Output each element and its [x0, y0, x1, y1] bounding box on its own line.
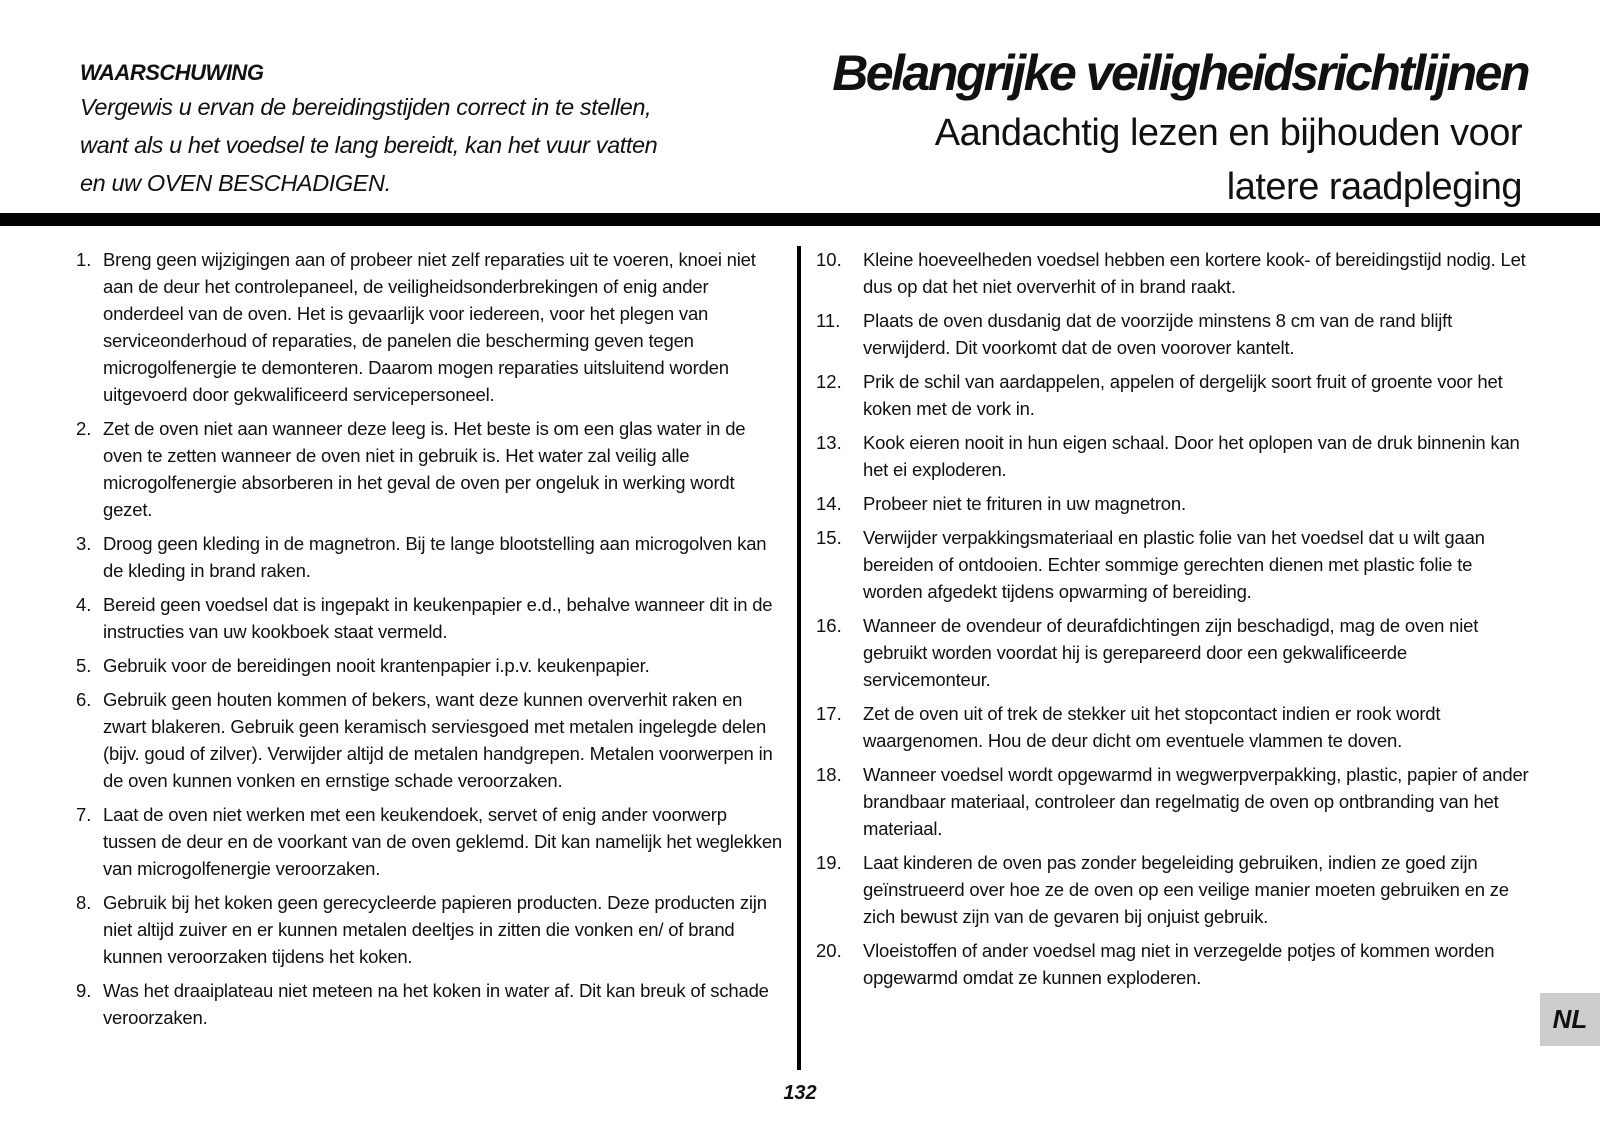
safety-list-right — [816, 246, 1532, 998]
subtitle-line-1: Aandachtig lezen en bijhouden voor — [934, 112, 1522, 154]
page-title: Belangrijke veiligheidsrichtlijnen — [832, 45, 1528, 101]
list-item-number: 19. — [816, 852, 842, 873]
warning-block — [80, 58, 660, 202]
list-item-text: Vloeistoffen of ander voedsel mag niet in verzegelde potjes of kommen worden opgewarmd omdat ze kunnen exploderen. — [863, 940, 1495, 988]
list-item-text: Plaats de oven dusdanig dat de voorzijde minstens 8 cm van de rand blijft verwijderd. Dit voorkomt dat de oven voorover kantelt. — [863, 310, 1453, 358]
list-item — [76, 977, 782, 1031]
list-item — [816, 490, 1532, 517]
list-item-number: 4. — [76, 594, 92, 615]
list-item-number: 8. — [76, 892, 92, 913]
list-item-number: 9. — [76, 980, 92, 1001]
column-divider — [797, 246, 801, 1070]
list-item-text: Droog geen kleding in de magnetron. Bij te lange blootstelling aan microgolven kan de kleding in brand raken. — [103, 533, 767, 581]
list-item-text: Probeer niet te frituren in uw magnetron. — [863, 493, 1186, 514]
title-block — [628, 40, 1528, 214]
list-item-number: 17. — [816, 703, 842, 724]
list-item — [76, 889, 782, 970]
list-item — [816, 612, 1532, 693]
list-item — [816, 246, 1532, 300]
header-divider-rule — [0, 213, 1600, 226]
list-item-number: 3. — [76, 533, 92, 554]
list-item — [816, 307, 1532, 361]
list-item-text: Kook eieren nooit in hun eigen schaal. Door het oplopen van de druk binnenin kan het ei exploderen. — [863, 432, 1520, 480]
list-item-text: Zet de oven niet aan wanneer deze leeg is. Het beste is om een glas water in de oven te zetten wanneer de oven niet in gebruik is. Het water zal veilig alle microgolfenergie absorberen in het geval de oven per ongeluk in werking wordt gezet. — [103, 418, 746, 520]
warning-title: WAARSCHUWING — [80, 60, 264, 85]
language-tab — [1540, 993, 1600, 1046]
list-item — [76, 246, 782, 408]
list-item — [76, 591, 782, 645]
list-item-text: Zet de oven uit of trek de stekker uit het stopcontact indien er rook wordt waargenomen. Hou de deur dicht om eventuele vlammen te doven. — [863, 703, 1441, 751]
page-number: 132 — [783, 1082, 817, 1104]
language-tab-label: NL — [1552, 1004, 1588, 1034]
list-item — [816, 368, 1532, 422]
list-item-text: Laat de oven niet werken met een keukendoek, servet of enig ander voorwerp tussen de deur en de voorkant van de oven geklemd. Dit kan namelijk het weglekken van microgolfenergie veroorzaken. — [103, 804, 782, 879]
list-item-number: 15. — [816, 527, 842, 548]
list-item-text: Was het draaiplateau niet meteen na het koken in water af. Dit kan breuk of schade veroorzaken. — [103, 980, 769, 1028]
list-item — [816, 524, 1532, 605]
list-item-text: Breng geen wijzigingen aan of probeer niet zelf reparaties uit te voeren, knoei niet aan de deur het controlepaneel, de veiligheidsonderbrekingen of enig ander onderdeel van de oven. Het is gevaarlijk voor iedereen, voor het plegen van serviceonderhoud of reparaties, de panelen die bescherming geven tegen microgolfenergie te demonteren. Daarom mogen reparaties uitsluitend worden uitgevoerd door gekwalificeerd servicepersoneel. — [103, 249, 756, 405]
list-item-text: Wanneer voedsel wordt opgewarmd in wegwerpverpakking, plastic, papier of ander brandbaar materiaal, controleer dan regelmatig de oven op ontbranding van het materiaal. — [863, 764, 1529, 839]
list-item-number: 11. — [816, 310, 841, 331]
subtitle-line-2: latere raadpleging — [1226, 166, 1522, 208]
list-item-number: 6. — [76, 689, 92, 710]
list-item-text: Prik de schil van aardappelen, appelen of dergelijk soort fruit of groente voor het koken met de vork in. — [863, 371, 1503, 419]
list-item-number: 10. — [816, 249, 842, 270]
list-item-text: Verwijder verpakkingsmateriaal en plastic folie van het voedsel dat u wilt gaan bereiden of ontdooien. Echter sommige gerechten dienen met plastic folie te worden afgedekt tijdens opwarming of bereiding. — [863, 527, 1485, 602]
list-item-text: Wanneer de ovendeur of deurafdichtingen zijn beschadigd, mag de oven niet gebruikt worden voordat hij is gerepareerd door een gekwalificeerde servicemonteur. — [863, 615, 1479, 690]
list-item — [816, 937, 1532, 991]
list-item — [816, 700, 1532, 754]
list-item — [816, 761, 1532, 842]
warning-text: Vergewis u ervan de bereidingstijden correct in te stellen, want als u het voedsel te lang bereidt, kan het vuur vatten en uw OVEN BESCHADIGEN. — [80, 94, 658, 196]
list-item-text: Laat kinderen de oven pas zonder begeleiding gebruiken, indien ze goed zijn geïnstrueerd over hoe ze de oven op een veilige manier moeten gebruiken en ze zich bewust zijn van de gevaren bij onjuist gebruik. — [863, 852, 1509, 927]
list-item-number: 18. — [816, 764, 842, 785]
list-item-number: 12. — [816, 371, 842, 392]
list-item-text: Kleine hoeveelheden voedsel hebben een kortere kook- of bereidingstijd nodig. Let dus op dat het niet oververhit of in brand raakt. — [863, 249, 1526, 297]
list-item — [76, 652, 782, 679]
list-item-number: 1. — [76, 249, 92, 270]
list-item-text: Gebruik geen houten kommen of bekers, want deze kunnen oververhit raken en zwart blakeren. Gebruik geen keramisch serviesgoed met metalen ingelegde delen (bijv. goud of zilver). Verwijder altijd de metalen handgrepen. Metalen voorwerpen in de oven kunnen vonken en ernstige schade veroorzaken. — [103, 689, 773, 791]
list-item — [76, 530, 782, 584]
list-item-text: Gebruik bij het koken geen gerecycleerde papieren producten. Deze producten zijn niet altijd zuiver en er kunnen metalen deeltjes in zitten die vonken en/ of brand kunnen veroorzaken tijdens het koken. — [103, 892, 767, 967]
safety-list-left — [76, 246, 782, 1038]
list-item — [816, 429, 1532, 483]
list-item-text: Bereid geen voedsel dat is ingepakt in keukenpapier e.d., behalve wanneer dit in de instructies van uw kookboek staat vermeld. — [103, 594, 773, 642]
list-item-text: Gebruik voor de bereidingen nooit krantenpapier i.p.v. keukenpapier. — [103, 655, 650, 676]
list-item-number: 20. — [816, 940, 842, 961]
list-item — [816, 849, 1532, 930]
list-item — [76, 686, 782, 794]
list-item — [76, 801, 782, 882]
list-item-number: 2. — [76, 418, 92, 439]
list-item-number: 13. — [816, 432, 842, 453]
list-item — [76, 415, 782, 523]
list-item-number: 14. — [816, 493, 842, 514]
list-item-number: 7. — [76, 804, 92, 825]
list-item-number: 16. — [816, 615, 842, 636]
list-item-number: 5. — [76, 655, 92, 676]
